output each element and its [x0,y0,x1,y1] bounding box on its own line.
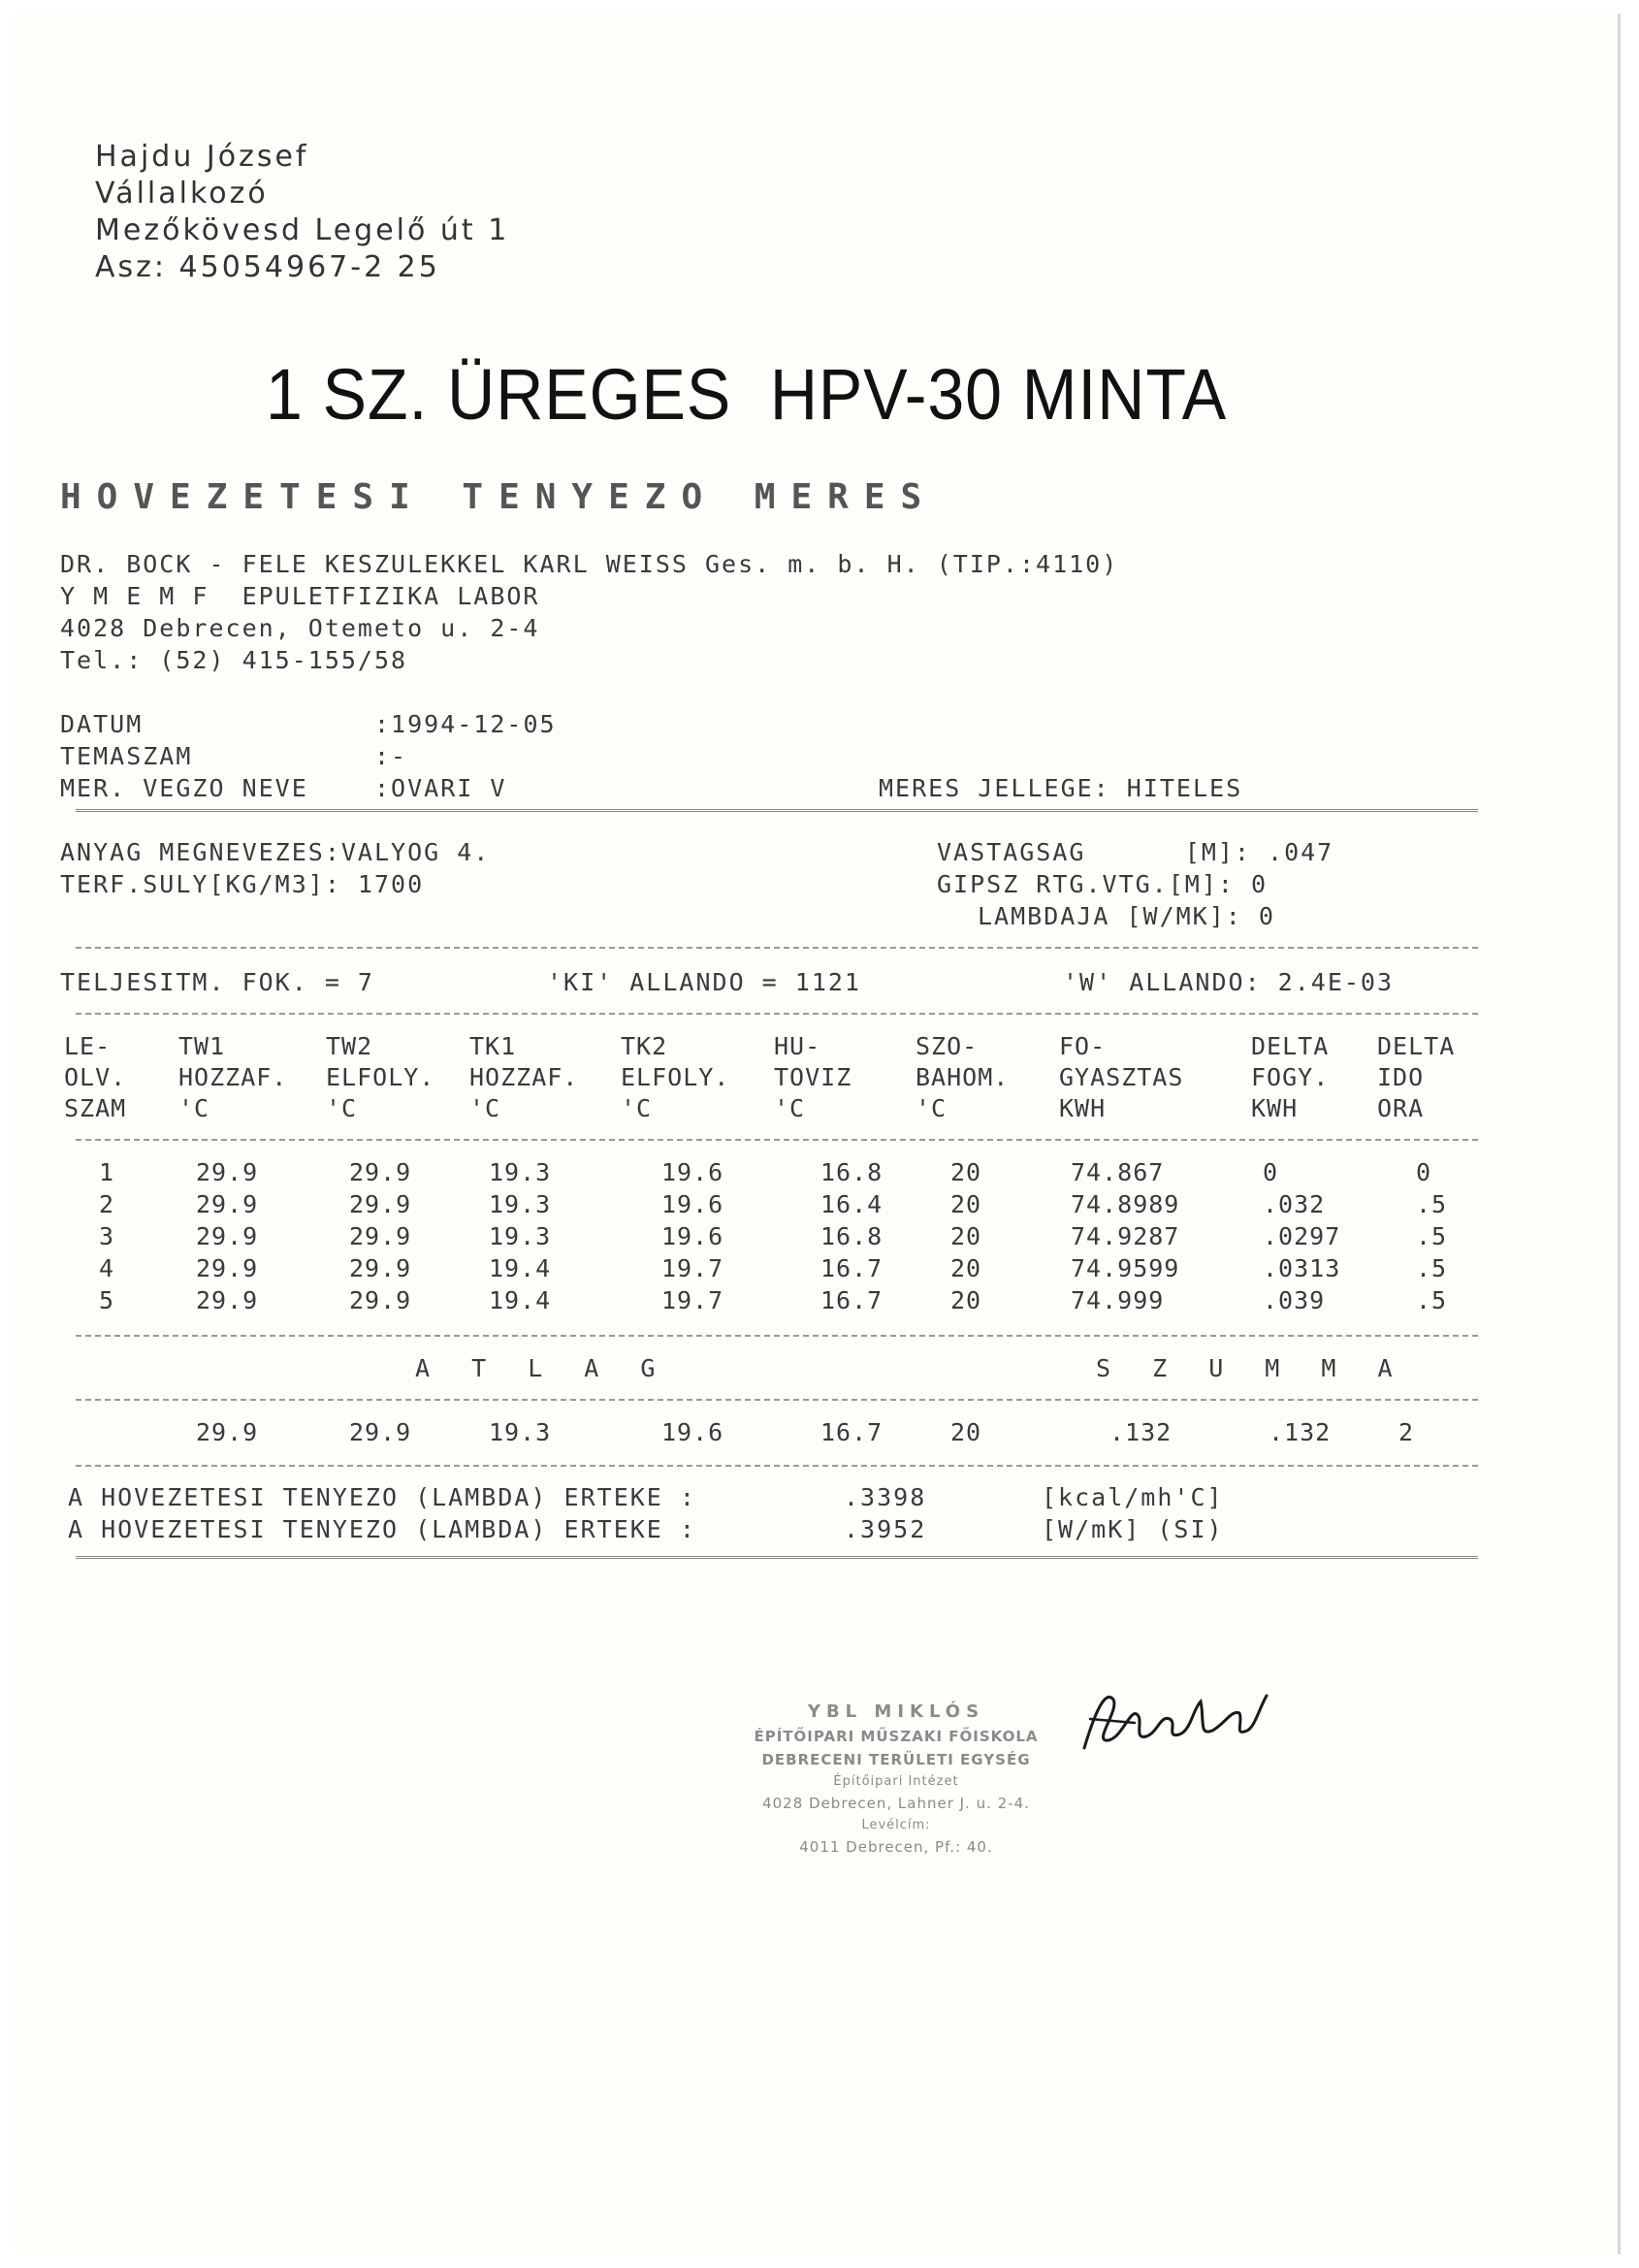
stamp-line: Levélcím: [861,1818,931,1832]
table-header-cell: ELFOLY. [326,1063,435,1091]
table-header-cell: TK1 [469,1032,517,1060]
table-cell: 19.6 [661,1158,724,1186]
table-cell: 16.4 [820,1190,884,1218]
material-density: TERF.SULY[KG/M3]: 1700 [60,870,425,898]
table-header-cell: TOVIZ [774,1063,852,1091]
table-cell: 29.9 [349,1222,412,1250]
temaszam-label: TEMASZAM [60,742,193,770]
table-cell: 16.7 [820,1286,884,1314]
lambda-result-kcal-value: .3398 [844,1483,927,1511]
table-cell: 20 [950,1190,982,1218]
datum-label: DATUM [60,710,144,738]
stamp-line: YBL MIKLÓS [807,1701,985,1722]
table-cell: 3 [99,1222,115,1250]
table-cell: .0313 [1263,1254,1341,1282]
w-constant: 'W' ALLANDO: 2.4E-03 [1063,968,1395,996]
table-cell: 19.3 [489,1158,552,1186]
table-cell: 29.9 [349,1158,412,1186]
datum-value: :1994-12-05 [374,710,557,738]
table-cell: .5 [1416,1190,1448,1218]
table-cell: .5 [1416,1286,1448,1314]
table-cell: 19.7 [661,1286,724,1314]
document-title: 1 SZ. ÜREGES HPV-30 MINTA [266,354,1228,435]
summary-cell: 29.9 [349,1418,412,1446]
table-cell: 19.4 [489,1286,552,1314]
table-header-cell: TW1 [178,1032,226,1060]
signature [1077,1680,1290,1767]
ki-constant: 'KI' ALLANDO = 1121 [547,968,861,996]
table-cell: 29.9 [196,1190,259,1218]
temaszam-value: :- [374,742,408,770]
table-header-cell: BAHOM. [916,1063,1010,1091]
table-header-cell: KWH [1251,1094,1299,1122]
lambda-result-si-unit: [W/mK] (SI) [1042,1515,1224,1543]
gypsum-thickness: GIPSZ RTG.VTG.[M]: 0 [937,870,1269,898]
material-name: ANYAG MEGNEVEZES:VALYOG 4. [60,838,491,866]
sender-role: Vállalkozó [95,177,269,211]
lab-address-line: 4028 Debrecen, Otemeto u. 2-4 [60,614,540,642]
divider [76,1335,1478,1337]
table-cell: 0 [1416,1158,1432,1186]
lambda-result-si-label: A HOVEZETESI TENYEZO (LAMBDA) ERTEKE : [68,1515,696,1543]
table-cell: 74.867 [1071,1158,1165,1186]
table-cell: 74.8989 [1071,1190,1180,1218]
sum-label: S Z U M M A [1096,1354,1406,1382]
table-header-cell: 'C [916,1094,948,1122]
table-header-cell: ELFOLY. [621,1063,730,1091]
table-cell: 29.9 [196,1286,259,1314]
table-header-cell: 'C [326,1094,358,1122]
summary-cell: 20 [950,1418,982,1446]
material-thickness: VASTAGSAG [M]: .047 [937,838,1334,866]
stamp-line: 4011 Debrecen, Pf.: 40. [799,1838,993,1856]
summary-cell: 29.9 [196,1418,259,1446]
divider [76,1139,1478,1141]
table-cell: 16.7 [820,1254,884,1282]
table-header-cell: KWH [1059,1094,1107,1122]
gypsum-lambda: LAMBDAJA [W/MK]: 0 [978,902,1275,930]
table-header-cell: ORA [1377,1094,1425,1122]
divider [76,809,1478,815]
table-cell: .039 [1263,1286,1326,1314]
table-header-cell: HOZZAF. [469,1063,579,1091]
stamp-line: Építőipari Intézet [833,1774,959,1789]
table-cell: 16.8 [820,1222,884,1250]
lambda-result-si-value: .3952 [844,1515,927,1543]
table-cell: 29.9 [349,1190,412,1218]
lab-name-line: Y M E M F EPULETFIZIKA LABOR [60,582,540,610]
table-header-cell: GYASZTAS [1059,1063,1184,1091]
summary-cell: 16.7 [820,1418,884,1446]
table-header-cell: 'C [178,1094,210,1122]
sender-tax-id: Asz: 45054967-2 25 [95,250,440,284]
measurement-type: MERES JELLEGE: HITELES [879,774,1243,802]
table-cell: 16.8 [820,1158,884,1186]
table-cell: 29.9 [349,1254,412,1282]
table-cell: 19.4 [489,1254,552,1282]
table-header-cell: TK2 [621,1032,668,1060]
table-header-cell: FO- [1059,1032,1107,1060]
table-header-cell: IDO [1377,1063,1425,1091]
summary-cell: 19.6 [661,1418,724,1446]
sender-address: Mezőkövesd Legelő út 1 [95,213,510,247]
table-cell: 19.7 [661,1254,724,1282]
table-cell: 19.6 [661,1222,724,1250]
document-sheet [14,14,1621,2254]
lab-phone-line: Tel.: (52) 415-155/58 [60,646,408,674]
table-cell: .032 [1263,1190,1326,1218]
operator-value: :OVARI V [374,774,507,802]
institution-stamp [692,1701,1100,1856]
table-header-cell: SZAM [64,1094,127,1122]
table-cell: 74.999 [1071,1286,1165,1314]
table-header-cell: 'C [774,1094,806,1122]
table-cell: .5 [1416,1254,1448,1282]
table-cell: 19.3 [489,1190,552,1218]
power-level: TELJESITM. FOK. = 7 [60,968,374,996]
table-header-cell: 'C [621,1094,653,1122]
table-cell: 74.9599 [1071,1254,1180,1282]
table-cell: 20 [950,1222,982,1250]
sender-name: Hajdu József [95,140,309,174]
table-cell: .5 [1416,1222,1448,1250]
divider [76,1556,1478,1562]
divider [76,1399,1478,1401]
stamp-line: 4028 Debrecen, Lahner J. u. 2-4. [762,1795,1030,1812]
table-header-cell: SZO- [916,1032,979,1060]
table-header-cell: HOZZAF. [178,1063,288,1091]
divider [76,947,1478,949]
lambda-result-kcal-label: A HOVEZETESI TENYEZO (LAMBDA) ERTEKE : [68,1483,696,1511]
measurement-banner: HOVEZETESI TENYEZO MERES [60,477,938,517]
summary-cell: 2 [1398,1418,1415,1446]
table-header-cell: DELTA [1251,1032,1330,1060]
table-cell: 29.9 [349,1286,412,1314]
table-cell: 20 [950,1286,982,1314]
summary-cell: .132 [1109,1418,1173,1446]
table-cell: 1 [99,1158,115,1186]
table-cell: 20 [950,1254,982,1282]
table-cell: 29.9 [196,1222,259,1250]
table-header-cell: LE- [64,1032,112,1060]
average-label: A T L A G [415,1354,669,1382]
table-header-cell: HU- [774,1032,821,1060]
table-cell: 19.6 [661,1190,724,1218]
table-cell: 29.9 [196,1158,259,1186]
table-header-cell: OLV. [64,1063,127,1091]
table-header-cell: FOGY. [1251,1063,1330,1091]
table-cell: 4 [99,1254,115,1282]
stamp-line: DEBRECENI TERÜLETI EGYSÉG [761,1751,1031,1768]
divider [76,1465,1478,1467]
table-cell: 19.3 [489,1222,552,1250]
table-header-cell: DELTA [1377,1032,1456,1060]
operator-label: MER. VEGZO NEVE [60,774,308,802]
stamp-line: ÉPÍTŐIPARI MŰSZAKI FŐISKOLA [754,1728,1039,1745]
table-cell: .0297 [1263,1222,1341,1250]
table-cell: 20 [950,1158,982,1186]
table-cell: 2 [99,1190,115,1218]
summary-cell: 19.3 [489,1418,552,1446]
table-cell: 29.9 [196,1254,259,1282]
lambda-result-kcal-unit: [kcal/mh'C] [1042,1483,1224,1511]
divider [76,1013,1478,1015]
table-cell: 74.9287 [1071,1222,1180,1250]
table-cell: 0 [1263,1158,1279,1186]
summary-cell: .132 [1269,1418,1332,1446]
lab-device-line: DR. BOCK - FELE KESZULEKKEL KARL WEISS Ges. m. b. H. (TIP.:4110) [60,550,1119,578]
table-header-cell: 'C [469,1094,501,1122]
table-cell: 5 [99,1286,115,1314]
table-header-cell: TW2 [326,1032,373,1060]
